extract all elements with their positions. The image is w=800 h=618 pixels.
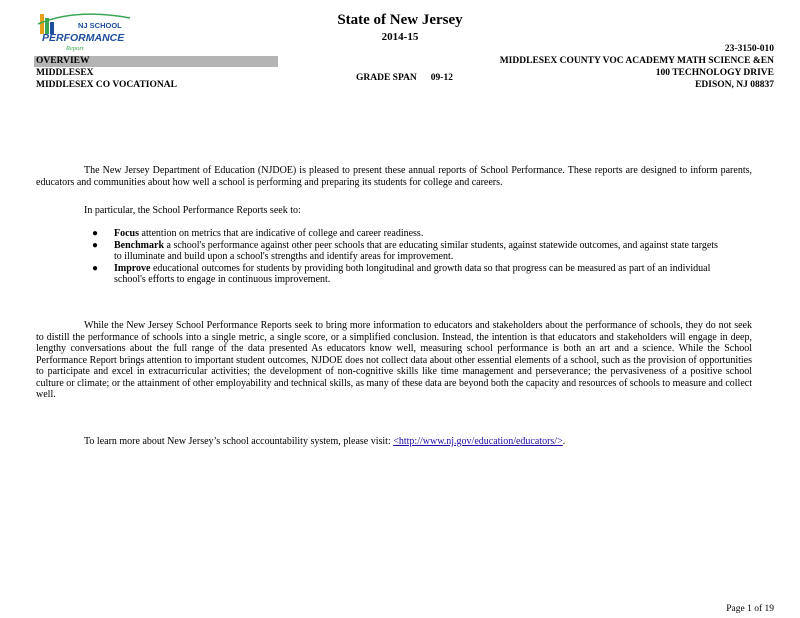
caveat-paragraph: While the New Jersey School Performance Reports seek to bring more information to educators and stakeholders about the performance of schools, they do not seek to distill the performance of schools into a single metric, a single score, or a simplified conclusion. Instead, the intention is that educators and stakeholders will engage in deep, lengthy conversations about the full range of the data presented As educators know well, measuring school performance is both an art and a science. While the School Performance Report brings attention to important student outcomes, NJDOE does not collect data about other essential elements of a school, such as the provision of opportunities to participate and excel in extracurricular activities; the development of non-cognitive skills like time management and perseverance; the pervasiveness of a positive school culture or climate; or the attainment of other employability and technical skills, as many of these data are beyond both the capacity and resources of schools to measure and collect well.	[36, 320, 752, 400]
list-item	[92, 263, 722, 286]
address-line2: EDISON, NJ 08837	[695, 80, 774, 90]
district-name: MIDDLESEX CO VOCATIONAL	[36, 80, 177, 90]
page-title: State of New Jersey	[337, 12, 463, 28]
learn-more-suffix: .	[562, 436, 566, 447]
bullet-icon: ●	[92, 239, 99, 251]
bullet-text: educational outcomes for students by providing both longitudinal and growth data so that progress can be measured as part of an individual school's efforts to engage in continuous improvement.	[114, 262, 711, 285]
list-item	[92, 228, 722, 240]
logo-line3: Report	[66, 45, 84, 52]
bullet-text: attention on metrics that are indicative of college and career readiness.	[139, 228, 424, 239]
bullet-keyword: Focus	[114, 228, 139, 239]
educators-link[interactable]: <http://www.nj.gov/education/educators/>	[393, 436, 563, 447]
goals-list	[92, 228, 722, 286]
lead-in-paragraph: In particular, the School Performance Reports seek to:	[84, 205, 301, 216]
bullet-icon: ●	[92, 228, 99, 239]
bullet-keyword: Benchmark	[114, 239, 164, 251]
address-line1: 100 TECHNOLOGY DRIVE	[655, 68, 774, 78]
list-item	[92, 240, 722, 263]
grade-span-label: GRADE SPAN	[356, 73, 417, 83]
logo-line1: NJ SCHOOL	[78, 21, 122, 30]
bullet-keyword: Improve	[114, 262, 151, 274]
section-label: OVERVIEW	[36, 56, 90, 66]
bullet-text: a school's performance against other peer schools that are educating similar students, against statewide outcomes, and against state targets to illuminate and build upon a school's strengths and identify areas for improvement.	[114, 239, 718, 262]
logo-line2: PERFORMANCE	[42, 32, 125, 44]
school-name: MIDDLESEX COUNTY VOC ACADEMY MATH SCIENCE &EN	[499, 56, 774, 66]
page-number: Page 1 of 19	[726, 604, 774, 614]
learn-more-prefix: To learn more about New Jersey’s school accountability system, please visit:	[84, 436, 394, 447]
grade-span	[356, 72, 453, 84]
learn-more-paragraph	[36, 436, 800, 448]
intro-paragraph: The New Jersey Department of Education (NJDOE) is pleased to present these annual reports of School Performance. These reports are designed to inform parents, educators and communities about how well a school is performing and preparing its students for college and careers.	[36, 165, 752, 188]
county-name: MIDDLESEX	[36, 68, 94, 78]
bullet-icon: ●	[92, 262, 99, 274]
school-code: 23-3150-010	[724, 44, 774, 54]
report-year: 2014-15	[381, 31, 419, 43]
grade-span-value: 09-12	[430, 73, 453, 83]
